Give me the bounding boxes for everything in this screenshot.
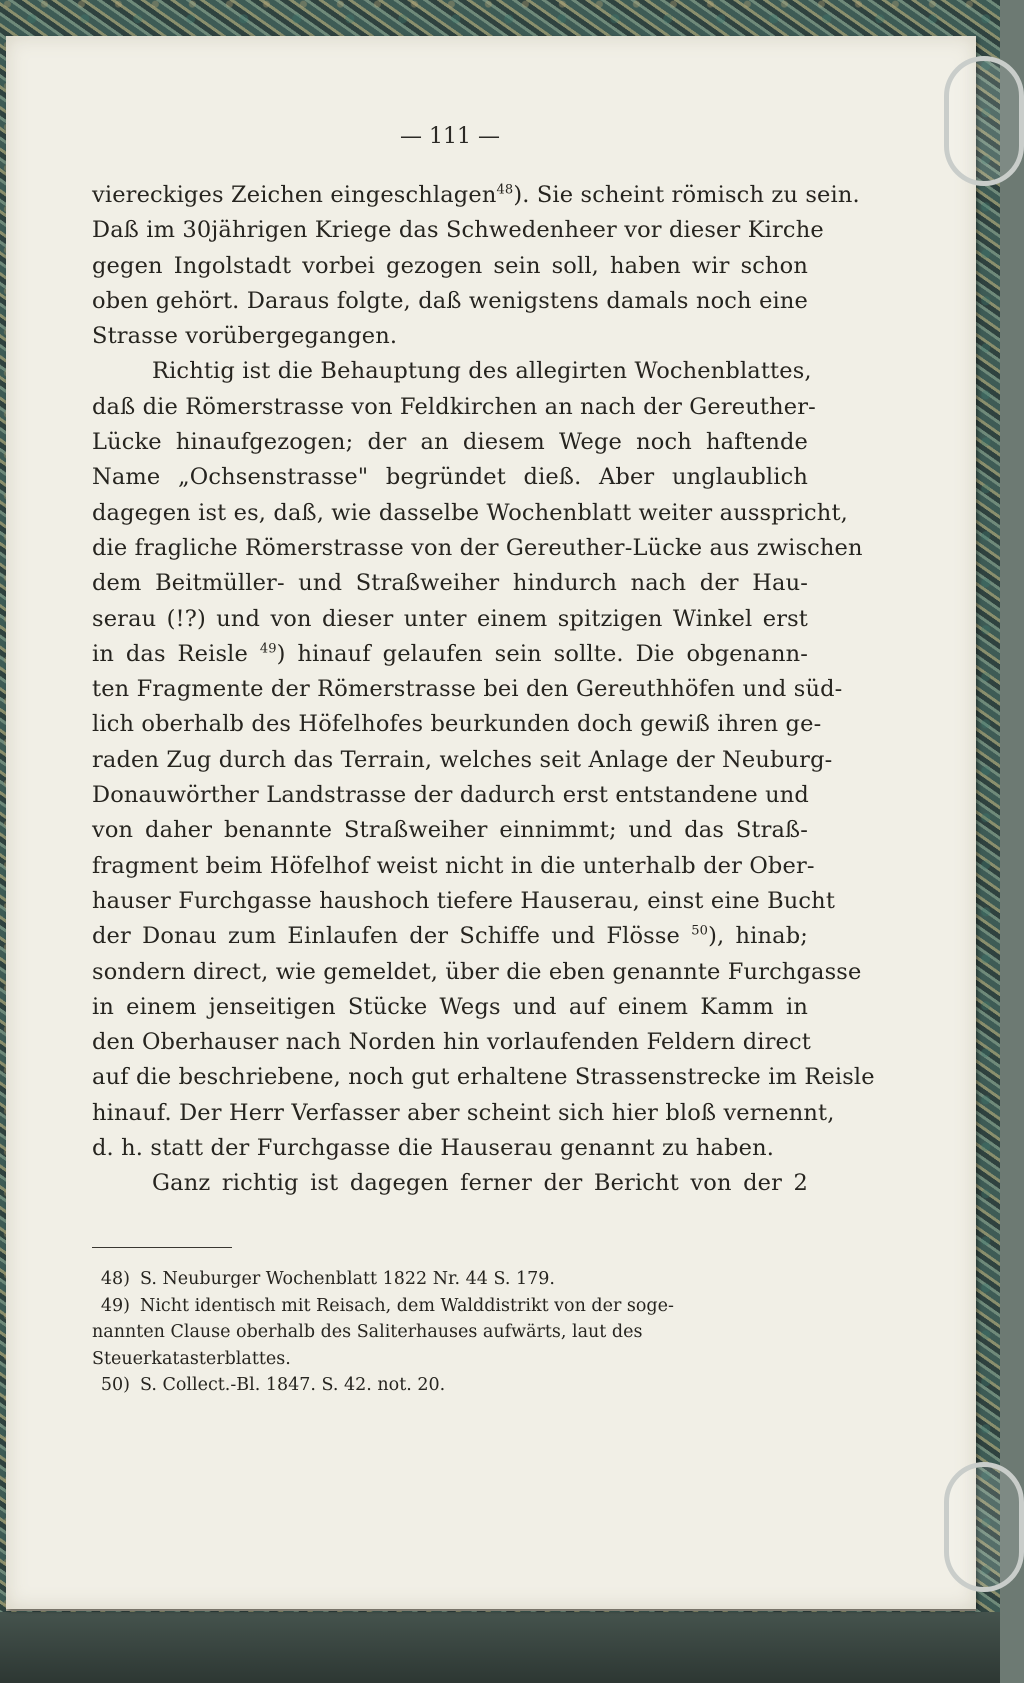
footnote-number: 50) (100, 1375, 130, 1396)
text-line: Daß im 30jährigen Kriege das Schwedenheer vor dieser Kirche (92, 217, 824, 244)
text-line: oben gehört. Daraus folgte, daß wenigstens damals noch eine (92, 287, 808, 314)
footnote-number: 49) (100, 1295, 130, 1316)
text-line: daß die Römerstrasse von Feldkirchen an nach der Gereuther- (92, 393, 816, 420)
footnote-49 (92, 1293, 808, 1320)
text-line: hauser Furchgasse haushoch tiefere Hauserau, einst eine Bucht (92, 887, 836, 914)
binding-ring-icon (944, 56, 1024, 186)
binding-ring-icon (944, 1462, 1024, 1592)
text-line: der Donau zum Einlaufen der Schiffe und Flösse $^{50}$), hinab; (92, 923, 808, 950)
text-line: den Oberhauser nach Norden hin vorlaufenden Feldern direct (92, 1029, 811, 1056)
footnote-text: S. Collect.-Bl. 1847. S. 42. not. 20. (140, 1375, 446, 1396)
footnote-49-cont: Steuerkatasterblattes. (92, 1348, 291, 1369)
text-line: Richtig ist die Behauptung des allegirten Wochenblattes, (152, 358, 812, 385)
text-line: hinauf. Der Herr Verfasser aber scheint sich hier bloß vernennt, (92, 1099, 835, 1126)
text-line: in einem jenseitigen Stücke Wegs und auf einem Kamm in (92, 993, 808, 1020)
text-line: ten Fragmente der Römerstrasse bei den Gereuthhöfen und süd- (92, 676, 843, 703)
text-line: sondern direct, wie gemeldet, über die eben genannte Furchgasse (92, 958, 862, 985)
text-line: d. h. statt der Furchgasse die Hauserau genannt zu haben. (92, 1135, 775, 1162)
text-line: dagegen ist es, daß, wie dasselbe Wochenblatt weiter ausspricht, (92, 499, 848, 526)
text-line: dem Beitmüller- und Straßweiher hindurch nach der Hau- (92, 570, 808, 597)
binding-edge (0, 1612, 1000, 1683)
footnote-rule (92, 1247, 232, 1248)
body-text (92, 178, 875, 1202)
text-line: Strasse vorübergegangen. (92, 323, 398, 350)
text-line: von daher benannte Straßweiher einnimmt; und das Straß- (92, 817, 808, 844)
footnotes (92, 1266, 808, 1399)
text-line: die fragliche Römerstrasse von der Gereuther-Lücke aus zwischen (92, 534, 863, 561)
footnote-50 (92, 1372, 808, 1399)
text-line: lich oberhalb des Höfelhofes beurkunden doch gewiß ihren ge- (92, 711, 822, 738)
text-line: Name „Ochsenstrasse" begründet dieß. Aber unglaublich (92, 464, 808, 491)
footnote-49-cont: nannten Clause oberhalb des Saliterhauses aufwärts, laut des (92, 1322, 643, 1343)
text-line: raden Zug durch das Terrain, welches seit Anlage der Neuburg- (92, 746, 833, 773)
footnote-text: Nicht identisch mit Reisach, dem Walddistrikt von der soge- (140, 1295, 674, 1316)
page-number: — 111 — (400, 124, 500, 149)
text-line: gegen Ingolstadt vorbei gezogen sein soll, haben wir schon (92, 252, 808, 279)
text-line: in das Reisle $^{49}$) hinauf gelaufen sein sollte. Die obgenann- (92, 640, 808, 667)
text-line: auf die beschriebene, noch gut erhaltene Strassenstrecke im Reisle (92, 1064, 875, 1091)
text-line: fragment beim Höfelhof weist nicht in die unterhalb der Ober- (92, 852, 815, 879)
text-line: Donauwörther Landstrasse der dadurch erst entstandene und (92, 782, 809, 809)
text-line: Lücke hinaufgezogen; der an diesem Wege noch haftende (92, 429, 808, 456)
footnote-text: S. Neuburger Wochenblatt 1822 Nr. 44 S. 179. (140, 1269, 555, 1289)
text-line: serau (!?) und von dieser unter einem spitzigen Winkel erst (92, 605, 808, 632)
footnote-number: 48) (100, 1269, 130, 1289)
text-line: viereckiges Zeichen eingeschlagen$^{48}$). Sie scheint römisch zu sein. (92, 182, 860, 208)
footnote-48 (92, 1266, 808, 1293)
text-line: Ganz richtig ist dagegen ferner der Bericht von der 2 (152, 1170, 808, 1197)
